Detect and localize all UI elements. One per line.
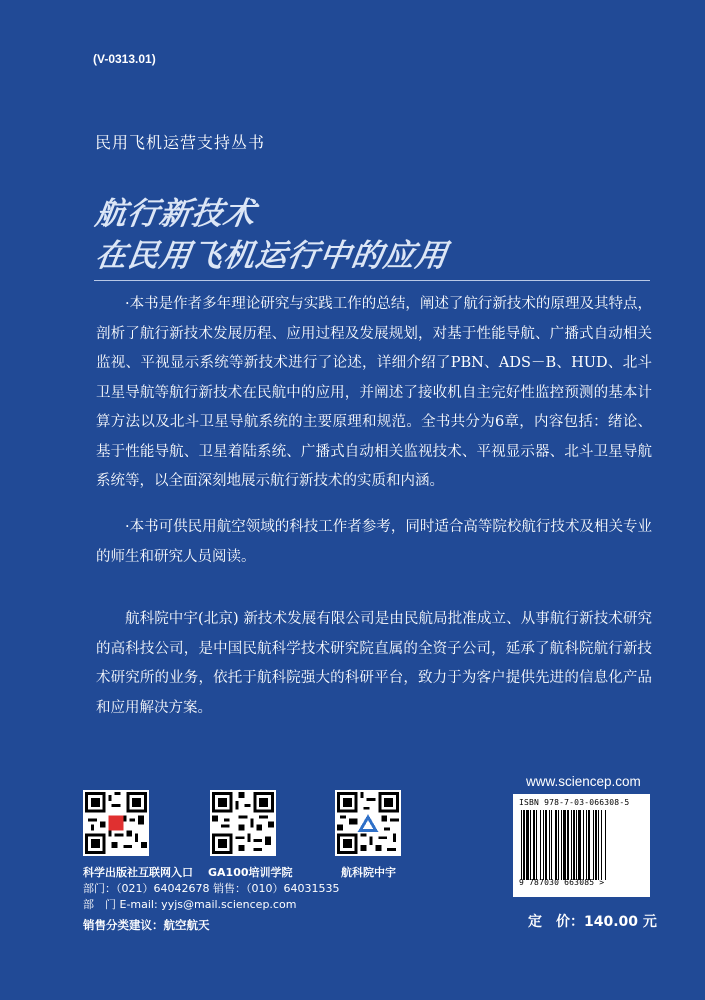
barcode-bar bbox=[523, 810, 525, 880]
sales-category: 销售分类建议：航空航天 bbox=[83, 918, 210, 932]
company-paragraph: 航科院中宇(北京) 新技术发展有限公司是由民航局批准成立、从事航行新技术研究的高科技公司，是中国民航科学技术研究院直属的全资子公司，延承了航科院航行新技术研究所的业务，依托于航科院强大的科研平台，致力于为客户提供先进的信息化产品和应用解决方案。 bbox=[96, 611, 652, 716]
barcode-bar bbox=[555, 810, 557, 880]
barcode-bar bbox=[551, 810, 552, 880]
barcode-bar bbox=[567, 810, 569, 880]
isbn-barcode bbox=[513, 794, 650, 897]
qr-code-training[interactable] bbox=[210, 790, 276, 856]
book-title-line1: 航行新技术 bbox=[92, 196, 259, 232]
barcode-bar bbox=[601, 810, 602, 880]
qr-code-icon bbox=[212, 792, 274, 854]
barcode-bar bbox=[536, 810, 537, 880]
isbn-text: ISBN 978-7-03-066308-5 bbox=[519, 798, 630, 807]
qr-code-publisher[interactable] bbox=[83, 790, 149, 856]
barcode-bar bbox=[576, 810, 577, 880]
description-paragraph-1: ·本书是作者多年理论研究与实践工作的总结，阐述了航行新技术的原理及其特点，剖析了航行新技术发展历程、应用过程及发展规划，对基于性能导航、广播式自动相关监视、平视显示系统等新技术进行了论述，详细介绍了PBN、ADS－B、HUD、北斗卫星导航等航行新技术在民航中的应用，并阐述了接收机自主完好性监控预测的基本计算方法以及北斗卫星导航系统的主要原理和规范。全书共分为6章，内容包括：绪论、基于性能导航、卫星着陆系统、广播式自动相关监视技术、平视显示器、北斗卫星导航系统等，以全面深刻地展示航行新技术的实质和内涵。 bbox=[96, 296, 652, 489]
book-title-line2: 在民用飞机运行中的应用 bbox=[92, 238, 451, 274]
barcode-icon bbox=[519, 810, 644, 880]
book-price: 定 价：140.00 元 bbox=[528, 914, 657, 930]
barcode-bar bbox=[598, 810, 599, 880]
contact-email: 部 门 E-mail: yyjs@mail.sciencep.com bbox=[83, 898, 297, 911]
barcode-bar bbox=[593, 810, 594, 880]
barcode-bar bbox=[558, 810, 559, 880]
qr-label-company: 航科院中宇 bbox=[341, 866, 396, 879]
barcode-bar bbox=[545, 810, 547, 880]
barcode-bar bbox=[561, 810, 562, 880]
barcode-bar bbox=[543, 810, 544, 880]
barcode-bar bbox=[549, 810, 550, 880]
series-name: 民用飞机运营支持丛书 bbox=[95, 133, 266, 152]
book-code: (V-0313.01) bbox=[93, 52, 156, 66]
qr-label-publisher: 科学出版社互联网入口 bbox=[83, 866, 193, 879]
qr-code-company[interactable] bbox=[335, 790, 401, 856]
barcode-bar bbox=[540, 810, 541, 880]
barcode-bar bbox=[530, 810, 531, 880]
barcode-bar bbox=[588, 810, 590, 880]
publisher-website[interactable]: www.sciencep.com bbox=[526, 774, 641, 789]
barcode-bar bbox=[578, 810, 581, 880]
isbn-barcode-digits: 9 787030 663085 > bbox=[519, 878, 605, 887]
barcode-bar bbox=[571, 810, 572, 880]
divider bbox=[94, 280, 650, 281]
barcode-bar bbox=[521, 810, 522, 880]
barcode-bar bbox=[583, 810, 584, 880]
barcode-bar bbox=[605, 810, 606, 880]
qr-code-icon bbox=[337, 792, 399, 854]
barcode-bar bbox=[595, 810, 597, 880]
qr-label-training: GA100培训学院 bbox=[208, 866, 293, 879]
barcode-bar bbox=[563, 810, 566, 880]
barcode-bar bbox=[533, 810, 535, 880]
qr-code-icon bbox=[85, 792, 147, 854]
contact-phone: 部门：（021）64042678 销售：（010）64031535 bbox=[83, 882, 340, 895]
barcode-bar bbox=[526, 810, 529, 880]
barcode-bar bbox=[573, 810, 575, 880]
barcode-bar bbox=[586, 810, 587, 880]
description-paragraph-2: ·本书可供民用航空领域的科技工作者参考，同时适合高等院校航行技术及相关专业的师生和研究人员阅读。 bbox=[96, 519, 652, 565]
